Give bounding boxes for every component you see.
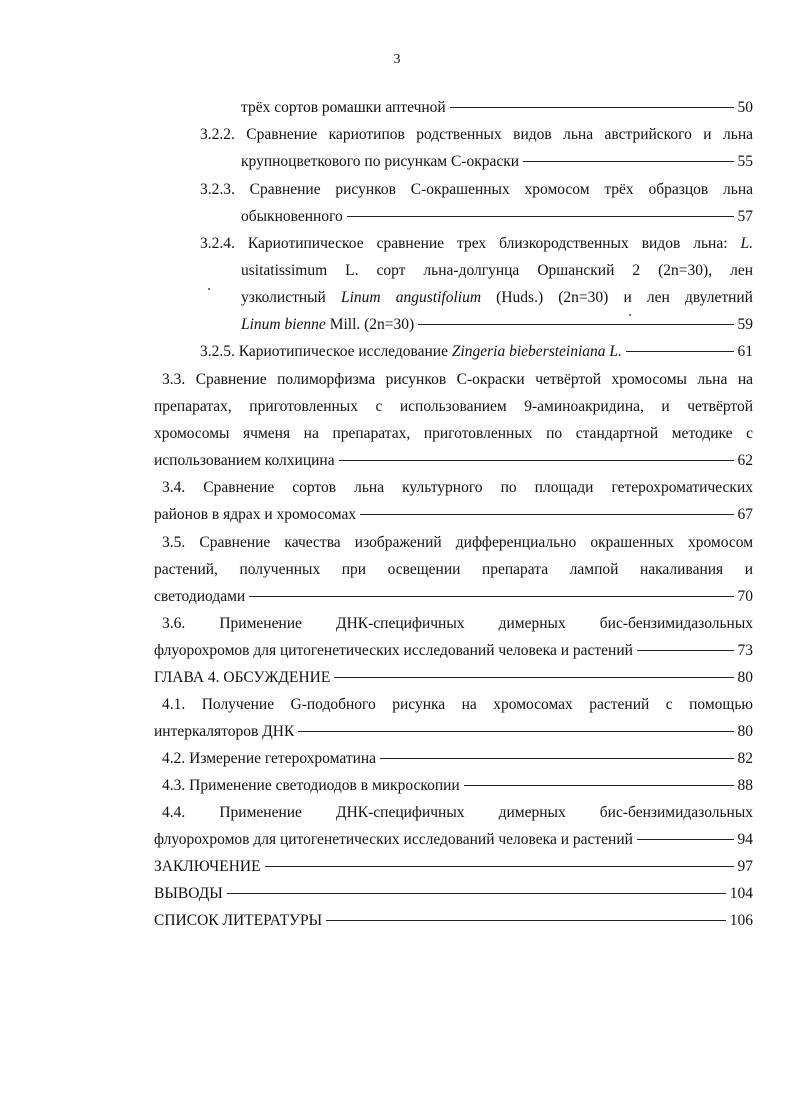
- toc-entry-3-5[interactable]: [154, 583, 753, 610]
- leader-line: [380, 758, 733, 759]
- toc-entry-findings[interactable]: [154, 880, 753, 907]
- toc-entry-3-2-2-line1[interactable]: 3.2.2. Сравнение кариотипов родственных видов льна австрийского и льна: [200, 126, 753, 143]
- toc-entry-page: 70: [737, 588, 753, 605]
- toc-entry-title: флуорохромов для цитогенетических исследований человека и растений: [154, 831, 633, 848]
- toc-entry-page: 80: [737, 723, 753, 740]
- toc-entry-3-2-4-line2[interactable]: usitatissimum L. сорт льна-долгунца Оршанский 2 (2n=30), лен: [241, 262, 753, 279]
- toc-entry-3-2-3[interactable]: [241, 203, 753, 230]
- toc-entry-conclusion[interactable]: [154, 853, 753, 880]
- leader-line: [637, 839, 734, 840]
- toc-entry-page: 57: [737, 208, 753, 225]
- leader-line: [339, 460, 734, 461]
- toc-entry-references[interactable]: [154, 907, 753, 934]
- toc-text: 3.2.5. Кариотипическое исследование: [200, 343, 452, 360]
- toc-entry-title: ВЫВОДЫ: [154, 885, 223, 902]
- toc-entry-title: обыкновенного: [241, 208, 343, 225]
- toc-entry-title: [241, 311, 414, 338]
- toc-entry-title: СПИСОК ЛИТЕРАТУРЫ: [154, 912, 323, 929]
- toc-entry-chamomile[interactable]: [241, 94, 753, 121]
- leader-line: [298, 731, 733, 732]
- toc-entry-page: 97: [737, 858, 753, 875]
- toc-entry-page: 73: [737, 642, 753, 659]
- leader-line: [227, 893, 726, 894]
- toc-entry-3-2-4-line3[interactable]: [241, 284, 753, 311]
- toc-entry-page: 59: [737, 316, 753, 333]
- toc-entry-4-3[interactable]: [162, 772, 753, 799]
- scan-speck: [629, 314, 631, 316]
- toc-entry-4-1[interactable]: [154, 718, 753, 745]
- toc-entry-title: ГЛАВА 4. ОБСУЖДЕНИЕ: [154, 669, 331, 686]
- toc-entry-3-2-4[interactable]: [241, 311, 753, 338]
- leader-line: [334, 677, 733, 678]
- toc-entry-3-5-line1[interactable]: 3.5. Сравнение качества изображений дифференциально окрашенных хромосом: [162, 534, 753, 551]
- leader-line: [626, 351, 734, 352]
- page-number: 3: [393, 52, 401, 67]
- toc-text: узколистный: [241, 289, 341, 306]
- toc-entry-page: 80: [737, 669, 753, 686]
- toc-text-italic: Linum bienne: [241, 316, 326, 333]
- leader-line: [326, 920, 726, 921]
- toc-entry-3-2-3-line1[interactable]: 3.2.3. Сравнение рисунков С-окрашенных хромосом трёх образцов льна: [200, 181, 753, 198]
- toc-entry-3-3-line1[interactable]: 3.3. Сравнение полиморфизма рисунков С-окраски четвёртой хромосомы льна на: [162, 371, 753, 388]
- scan-speck: [208, 288, 210, 290]
- toc-entry-title: светодиодами: [154, 588, 246, 605]
- toc-entry-page: 94: [737, 831, 753, 848]
- leader-line: [450, 107, 734, 108]
- toc-entry-title: 4.3. Применение светодиодов в микроскопии: [162, 777, 460, 794]
- toc-text-italic: L.: [740, 235, 753, 252]
- toc-entry-page: 50: [737, 99, 753, 116]
- toc-entry-page: 104: [729, 885, 753, 902]
- toc-entry-title: использованием колхицина: [154, 452, 335, 469]
- toc-text: (Huds.) (2n=30) и лен двулетний: [481, 289, 753, 306]
- toc-entry-4-1-line1[interactable]: 4.1. Получение G-подобного рисунка на хромосомах растений с помощью: [162, 696, 753, 713]
- toc-entry-3-2-5[interactable]: [200, 338, 753, 365]
- toc-text: 3.2.4. Кариотипическое сравнение трех близкородственных видов льна:: [200, 235, 741, 252]
- toc-entry-4-2[interactable]: [162, 745, 753, 772]
- toc-text: Mill. (2n=30): [325, 316, 415, 333]
- toc-entry-page: 88: [737, 777, 753, 794]
- toc-entry-3-3[interactable]: [154, 447, 753, 474]
- toc-text-italic: Linum angustifolium: [341, 289, 482, 306]
- leader-line: [523, 161, 733, 162]
- toc-entry-title: интеркаляторов ДНК: [154, 723, 295, 740]
- toc-entry-page: 61: [737, 343, 753, 360]
- toc-entry-page: 106: [729, 912, 753, 929]
- toc-entry-4-4-line1[interactable]: 4.4. Применение ДНК-специфичных димерных бис-бензимидазольных: [162, 804, 753, 821]
- toc-entry-3-6[interactable]: [154, 637, 753, 664]
- leader-line: [637, 650, 734, 651]
- leader-line: [347, 216, 734, 217]
- toc-entry-title: крупноцветкового по рисункам С-окраски: [241, 153, 520, 170]
- toc-entry-4-4[interactable]: [154, 826, 753, 853]
- toc-entry-title: районов в ядрах и хромосомах: [154, 506, 357, 523]
- toc-entry-title: флуорохромов для цитогенетических исследований человека и растений: [154, 642, 633, 659]
- leader-line: [249, 596, 733, 597]
- toc-entry-page: 82: [737, 750, 753, 767]
- leader-line: [418, 324, 733, 325]
- toc-entry-title: [200, 338, 622, 365]
- toc-entry-3-4-line1[interactable]: 3.4. Сравнение сортов льна культурного по площади гетерохроматических: [162, 479, 753, 496]
- toc-entry-3-2-2[interactable]: [241, 148, 753, 175]
- toc-text-italic: Zingeria biebersteiniana L.: [451, 343, 622, 360]
- toc-entry-page: 62: [737, 452, 753, 469]
- toc-entry-title: 4.2. Измерение гетерохроматина: [162, 750, 377, 767]
- toc-entry-page: 55: [737, 153, 753, 170]
- toc-entry-3-4[interactable]: [154, 501, 753, 528]
- leader-line: [464, 785, 734, 786]
- toc-entry-3-3-line3[interactable]: хромосомы ячменя на препаратах, приготовленных по стандартной методике с: [154, 425, 753, 442]
- toc-entry-chapter-4[interactable]: [154, 664, 753, 691]
- toc-entry-page: 67: [737, 506, 753, 523]
- leader-line: [360, 514, 733, 515]
- toc-entry-3-2-4-line1[interactable]: [200, 230, 753, 257]
- toc-entry-title: трёх сортов ромашки аптечной: [241, 99, 446, 116]
- toc-entry-3-5-line2[interactable]: растений, полученных при освещении препарата лампой накаливания и: [154, 561, 753, 578]
- leader-line: [265, 866, 734, 867]
- toc-entry-3-3-line2[interactable]: препаратах, приготовленных с использованием 9-аминоакридина, и четвёртой: [154, 398, 753, 415]
- toc-entry-3-6-line1[interactable]: 3.6. Применение ДНК-специфичных димерных бис-бензимидазольных: [162, 615, 753, 632]
- toc-entry-title: ЗАКЛЮЧЕНИЕ: [154, 858, 261, 875]
